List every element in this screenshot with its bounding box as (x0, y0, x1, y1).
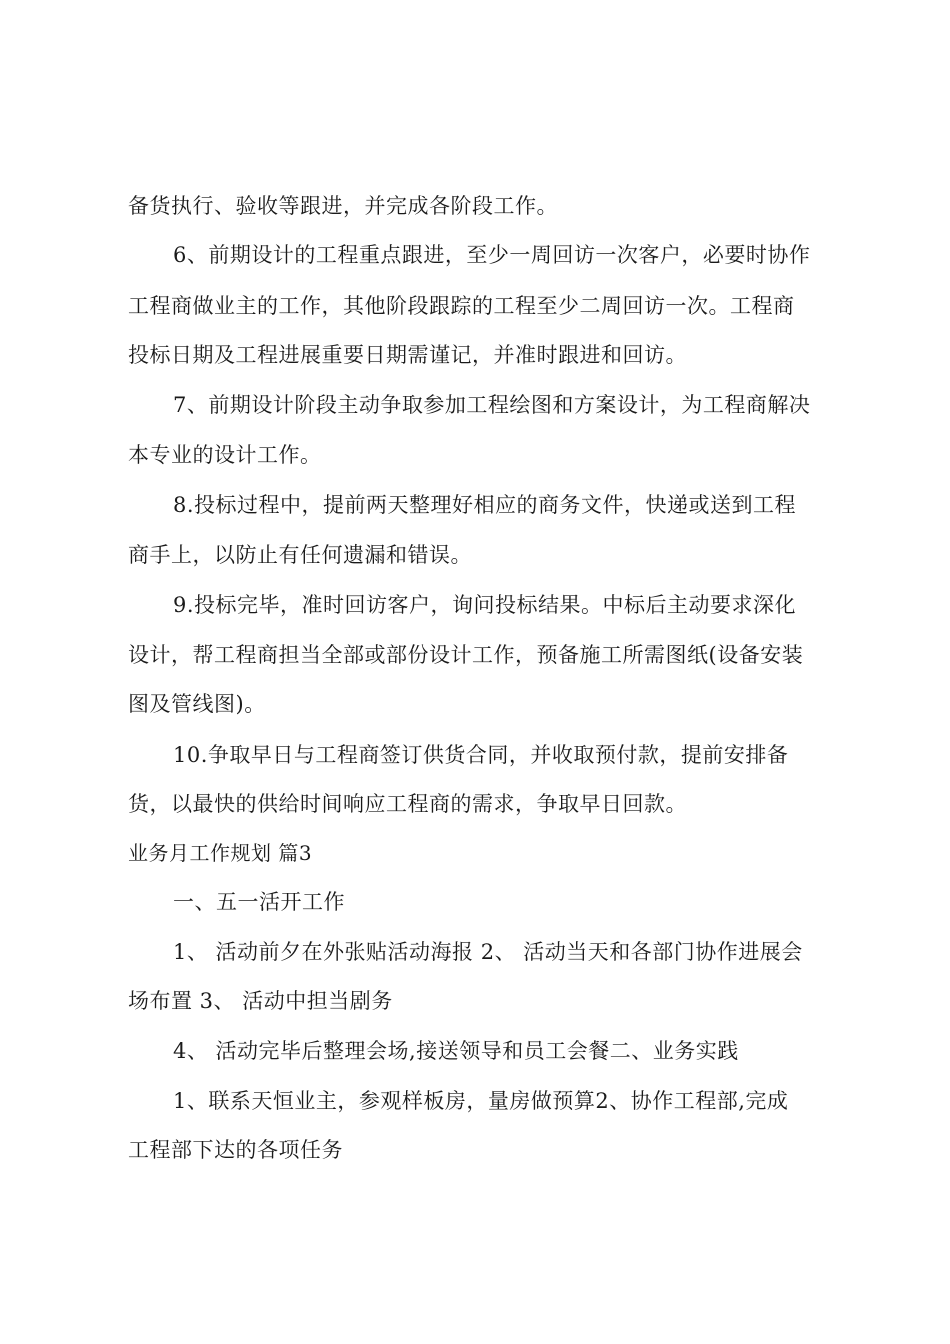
text-line: 工程商做业主的工作，其他阶段跟踪的工程至少二周回访一次。工程商 (128, 294, 795, 318)
text-line: 备货执行、验收等跟进，并完成各阶段工作。 (128, 194, 558, 218)
text-line: 7、前期设计阶段主动争取参加工程绘图和方案设计，为工程商解决 (173, 393, 811, 417)
text-line: 本专业的设计工作。 (128, 443, 322, 467)
text-line: 1、 活动前夕在外张贴活动海报 2、 活动当天和各部门协作进展会 (173, 940, 803, 964)
text-line: 场布置 3、 活动中担当剧务 (128, 989, 393, 1013)
text-line: 图及管线图)。 (128, 692, 266, 716)
text-line: 9.投标完毕，准时回访客户，询问投标结果。中标后主动要求深化 (173, 593, 797, 617)
text-line: 1、联系天恒业主，参观样板房，量房做预算2、协作工程部,完成 (173, 1089, 789, 1113)
text-line: 8.投标过程中，提前两天整理好相应的商务文件，快递或送到工程 (173, 493, 797, 517)
text-line: 投标日期及工程进展重要日期需谨记，并准时跟进和回访。 (128, 343, 687, 367)
section-heading: 业务月工作规划 篇3 (128, 841, 313, 865)
text-line: 一、五一活开工作 (173, 890, 345, 914)
text-line: 4、 活动完毕后整理会场,接送领导和员工会餐二、业务实践 (173, 1039, 739, 1063)
text-line: 商手上，以防止有任何遗漏和错误。 (128, 543, 472, 567)
text-line: 设计，帮工程商担当全部或部份设计工作，预备施工所需图纸(设备安装 (128, 643, 804, 667)
text-line: 工程部下达的各项任务 (128, 1138, 343, 1162)
text-line: 10.争取早日与工程商签订供货合同，并收取预付款，提前安排备 (173, 743, 789, 767)
text-line: 6、前期设计的工程重点跟进，至少一周回访一次客户，必要时协作 (173, 243, 811, 267)
text-line: 货，以最快的供给时间响应工程商的需求，争取早日回款。 (128, 792, 687, 816)
